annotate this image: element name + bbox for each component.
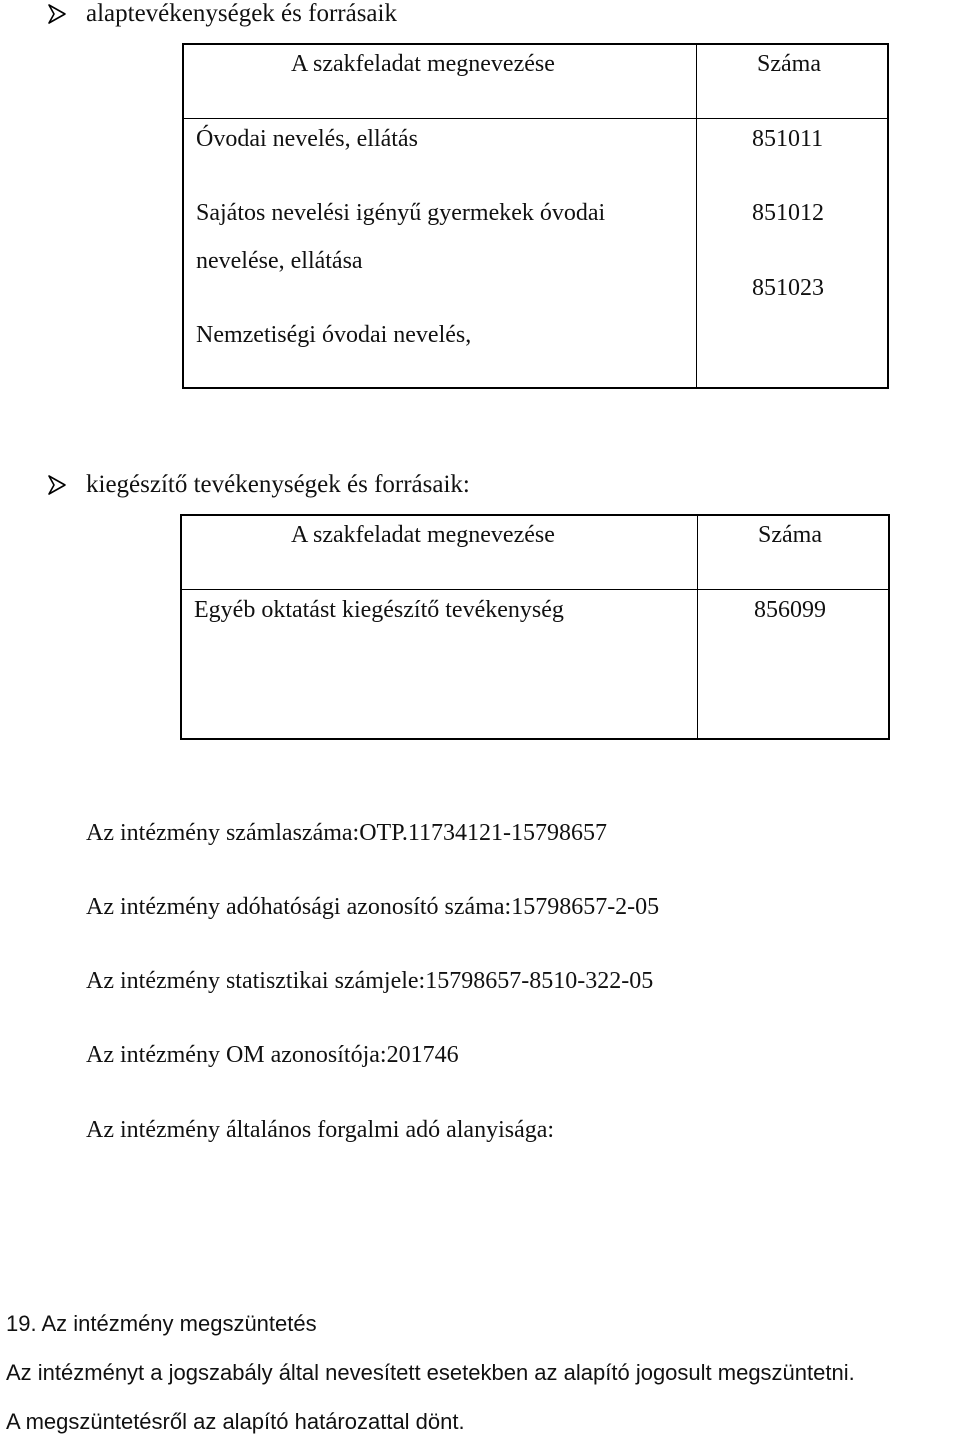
table1-row-name: Nemzetiségi óvodai nevelés, — [196, 322, 472, 348]
section1-title: alaptevékenységek és forrásaik — [86, 0, 397, 27]
info-tax-id: Az intézmény adóhatósági azonosító száma:15798657-2-05 — [86, 894, 660, 920]
table2-row-code: 856099 — [754, 597, 826, 623]
table1-row-name: nevelése, ellátása — [196, 248, 363, 274]
table1-row-name: Óvodai nevelés, ellátás — [196, 126, 418, 152]
table2-row-name: Egyéb oktatást kiegészítő tevékenység — [194, 597, 564, 623]
table1-row-code: 851011 — [752, 126, 824, 152]
arrow-bullet-icon — [46, 3, 68, 25]
info-stat-code: Az intézmény statisztikai számjele:15798657-8510-322-05 — [86, 968, 654, 994]
section19-paragraph: A megszüntetésről az alapító határozattal dönt. — [6, 1409, 465, 1434]
section2-title: kiegészítő tevékenységek és forrásaik: — [86, 471, 470, 498]
table1-row-code: 851023 — [752, 275, 824, 301]
info-vat-status: Az intézmény általános forgalmi adó alanyisága: — [86, 1117, 555, 1143]
table1-row-name: Sajátos nevelési igényű gyermekek óvodai — [196, 200, 606, 226]
arrow-bullet-icon — [46, 474, 68, 496]
info-om-id: Az intézmény OM azonosítója:201746 — [86, 1042, 459, 1068]
table1-header-name: A szakfeladat megnevezése — [291, 51, 555, 77]
table1-header-code: Száma — [757, 51, 821, 77]
info-bank-account: Az intézmény számlaszáma:OTP.11734121-15798657 — [86, 820, 607, 846]
table2-header-code: Száma — [758, 522, 822, 548]
table2-header-name: A szakfeladat megnevezése — [291, 522, 555, 548]
section19-paragraph: Az intézményt a jogszabály által nevesített esetekben az alapító jogosult megszüntetni. — [6, 1360, 855, 1385]
section19-heading: 19. Az intézmény megszüntetés — [6, 1311, 317, 1336]
table1-row-code: 851012 — [752, 200, 824, 226]
